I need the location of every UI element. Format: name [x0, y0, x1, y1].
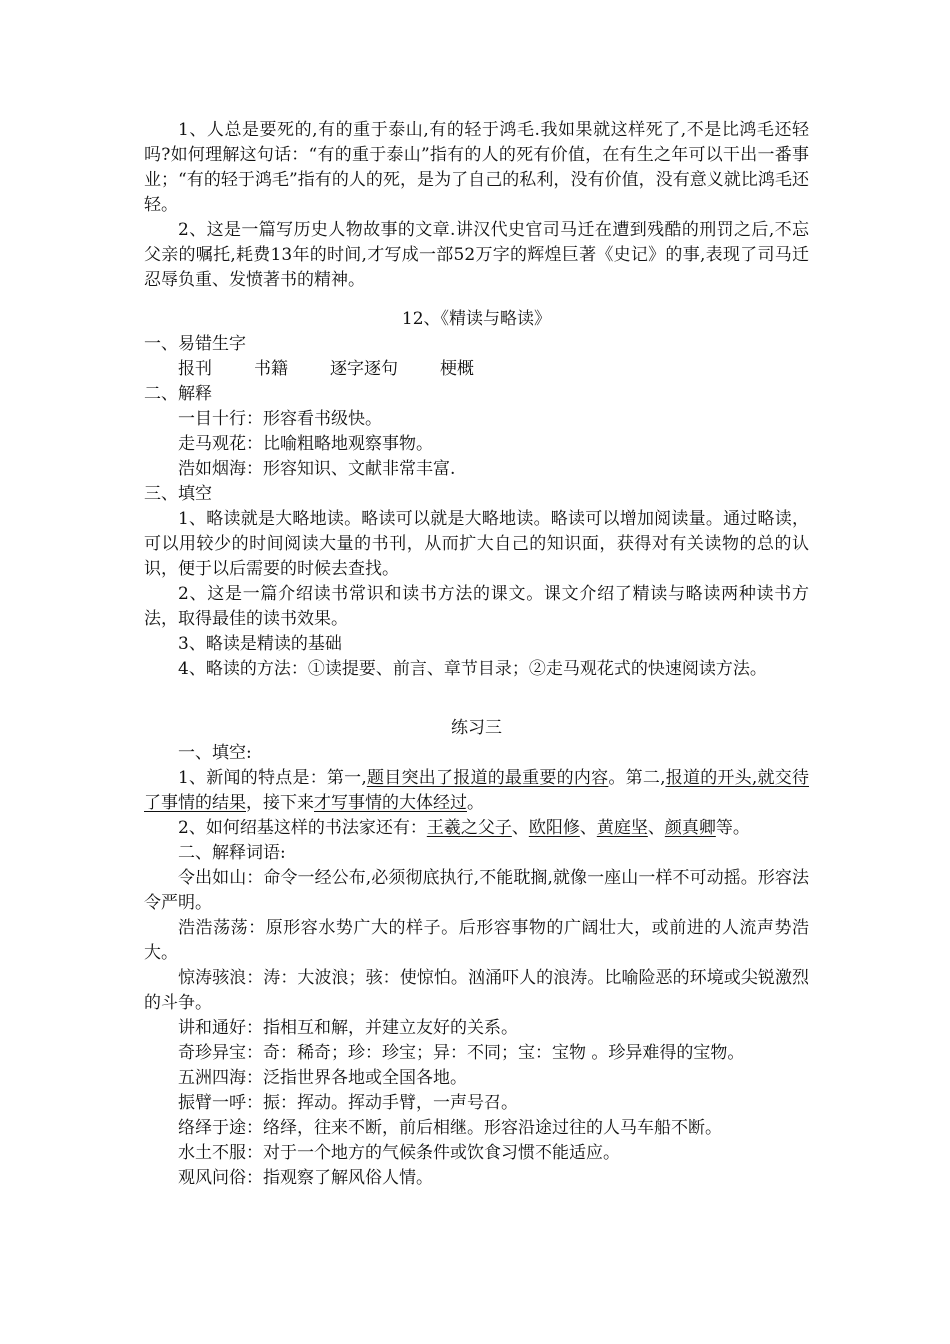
text-segment: ，接下来	[246, 793, 314, 813]
term-definition: 奇珍异宝：奇：稀奇；珍：珍宝；异：不同；宝：宝物 。珍异难得的宝物。	[178, 1043, 745, 1063]
term-definition: 惊涛骇浪：涛：大波浪；骇：使惊怕。汹涌吓人的浪涛。比喻险恶的环境或尖锐激烈的斗争。	[144, 968, 809, 1013]
fill-question-1	[144, 766, 809, 816]
fill-answer: 2、这是一篇介绍读书常识和读书方法的课文。课文介绍了精读与略读两种读书方法，取得最佳的读书效果。	[144, 584, 809, 629]
term-definition: 讲和通好：指相互和解，并建立友好的关系。	[178, 1018, 518, 1038]
definition-line: 浩如烟海：形容知识、文献非常丰富.	[178, 459, 456, 479]
text-segment: 等。	[715, 818, 750, 838]
section-heading-terms: 二、解释词语:	[178, 843, 286, 863]
spacer	[144, 682, 809, 716]
fill-question-2	[144, 816, 809, 841]
fill-answer: 3、略读是精读的基础	[178, 634, 342, 654]
section-heading-explain: 二、解释	[144, 384, 212, 404]
answer-paragraph-2: 2、这是一篇写历史人物故事的文章.讲汉代史官司马迁在遭到残酷的刑罚之后,不忘父亲的嘱托,耗费13年的时间,才写成一部52万字的辉煌巨著《史记》的事,表现了司马迁忍辱负重、发愤著书的精神。	[144, 220, 809, 290]
answer-paragraph-1: 1、人总是要死的,有的重于泰山,有的轻于鸿毛.我如果就这样死了,不是比鸿毛还轻吗?如何理解这句话：“有的重于泰山”指有的人的死有价值，在有生之年可以干出一番事业；“有的轻于鸿毛”指有的人的死，是为了自己的私利，没有价值，没有意义就比鸿毛还轻。	[144, 120, 809, 215]
exercise-title: 练习三	[451, 718, 502, 738]
fill-answer: 4、略读的方法：①读提要、前言、章节目录；②走马观花式的快速阅读方法。	[178, 659, 767, 679]
text-segment: 。第二,	[608, 768, 666, 788]
underlined-answer: 黄庭坚	[596, 818, 648, 838]
lesson-title: 12、《精读与略读》	[401, 309, 552, 329]
term-definition: 水土不服：对于一个地方的气候条件或饮食习惯不能适应。	[178, 1143, 620, 1163]
text-segment: 、	[579, 818, 597, 838]
term-definition: 浩浩荡荡：原形容水势广大的样子。后形容事物的广阔壮大，或前进的人流声势浩大。	[144, 918, 809, 963]
typo-word: 梗概	[440, 359, 474, 379]
underlined-answer: 题目突出了报道的最重要的内容	[366, 768, 609, 788]
text-segment: 1、新闻的特点是：第一,	[178, 768, 367, 788]
typo-word-list	[144, 357, 809, 382]
fill-answer: 1、略读就是大略地读。略读可以就是大略地读。略读可以增加阅读量。通过略读，可以用较少的时间阅读大量的书刊，从而扩大自己的知识面，获得对有关读物的总的认识，便于以后需要的时候去查找。	[144, 509, 809, 579]
underlined-answer: 欧阳修	[528, 818, 580, 838]
spacer	[144, 293, 809, 307]
text-segment: 、	[511, 818, 529, 838]
definition-line: 一目十行：形容看书级快。	[178, 409, 382, 429]
text-segment: 。	[467, 793, 484, 813]
text-segment: 2、如何绍基这样的书法家还有：	[178, 818, 427, 838]
text-segment: 、	[647, 818, 665, 838]
underlined-answer: 王羲之父子	[426, 818, 512, 838]
underlined-answer: 报道的开头,就交待了事情的结果	[144, 768, 810, 813]
term-definition: 观风问俗：指观察了解风俗人情。	[178, 1168, 433, 1188]
document-page	[144, 118, 809, 1191]
underlined-answer: 颜真卿	[664, 818, 716, 838]
typo-word: 书籍	[254, 359, 288, 379]
underlined-answer: 才写事情的大体经过	[314, 793, 467, 813]
typo-word: 报刊	[178, 359, 212, 379]
typo-word: 逐字逐句	[330, 359, 398, 379]
term-definition: 振臂一呼：振：挥动。挥动手臂，一声号召。	[178, 1093, 518, 1113]
term-definition: 令出如山：命令一经公布,必须彻底执行,不能耽搁,就像一座山一样不可动摇。形容法令严明。	[144, 868, 809, 913]
term-definition: 五洲四海：泛指世界各地或全国各地。	[178, 1068, 467, 1088]
definition-line: 走马观花：比喻粗略地观察事物。	[178, 434, 433, 454]
section-heading-fill-blank: 一、填空:	[178, 743, 252, 763]
section-heading-fill: 三、填空	[144, 484, 212, 504]
section-heading-typos: 一、易错生字	[144, 334, 246, 354]
term-definition: 络绎于途：络绎，往来不断，前后相继。形容沿途过往的人马车船不断。	[178, 1118, 722, 1138]
